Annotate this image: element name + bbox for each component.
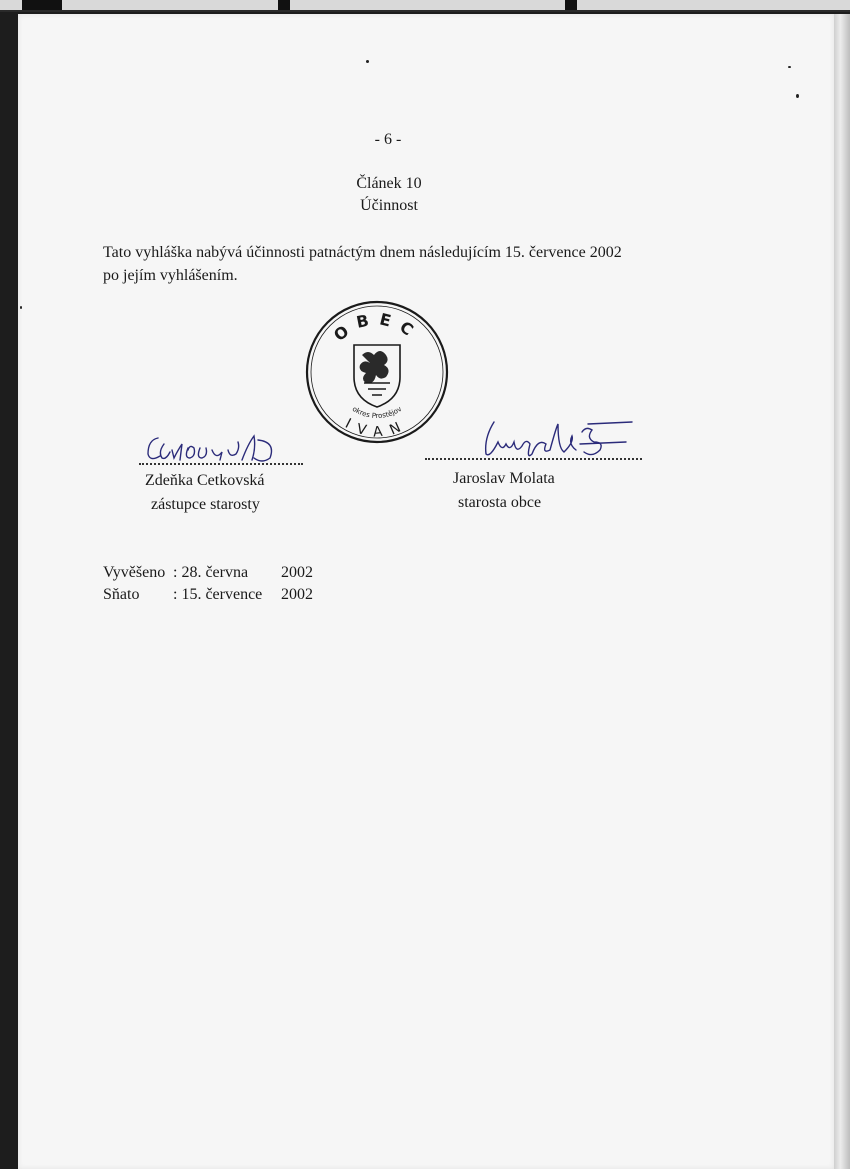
stamp-district-text: okres Prostějov xyxy=(350,404,404,421)
scan-speck xyxy=(366,60,369,63)
signatory-name: Jaroslav Molata xyxy=(453,470,555,487)
stamp-bottom-text: IVAN xyxy=(342,415,412,441)
scan-speck xyxy=(796,94,799,98)
scan-mark xyxy=(565,0,577,10)
removed-label: Sňato xyxy=(103,586,140,603)
scan-speck xyxy=(788,66,791,68)
scan-mark xyxy=(22,0,62,10)
removed-date: : 15. července xyxy=(173,586,263,603)
signatory-name: Zdeňka Cetkovská xyxy=(145,472,265,489)
body-text-line: Tato vyhláška nabývá účinnosti patnáctým dnem následujícím 15. července 2002 xyxy=(103,244,622,261)
signature-line-left xyxy=(139,463,303,465)
scan-speck xyxy=(20,306,22,309)
municipal-stamp xyxy=(304,299,450,445)
scan-right-edge xyxy=(834,14,850,1169)
posted-year: 2002 xyxy=(281,564,313,581)
removed-year: 2002 xyxy=(281,586,313,603)
posted-date: : 28. června xyxy=(173,564,249,581)
signatory-role: zástupce starosty xyxy=(151,496,260,513)
posted-label: Vyvěšeno xyxy=(103,564,166,581)
article-subheading: Účinnost xyxy=(360,197,418,214)
body-text-line: po jejím vyhlášením. xyxy=(103,267,238,284)
signatory-role: starosta obce xyxy=(458,494,542,511)
scan-mark xyxy=(278,0,290,10)
signature-line-right xyxy=(425,458,642,460)
stamp-top-text: OBEC xyxy=(330,309,425,346)
article-heading: Článek 10 xyxy=(356,175,422,192)
scan-top-strip xyxy=(0,0,850,12)
document-page xyxy=(18,14,834,1169)
signature-cetkovska xyxy=(144,430,294,466)
page-number: - 6 - xyxy=(374,131,402,148)
coat-of-arms-icon xyxy=(354,345,400,407)
